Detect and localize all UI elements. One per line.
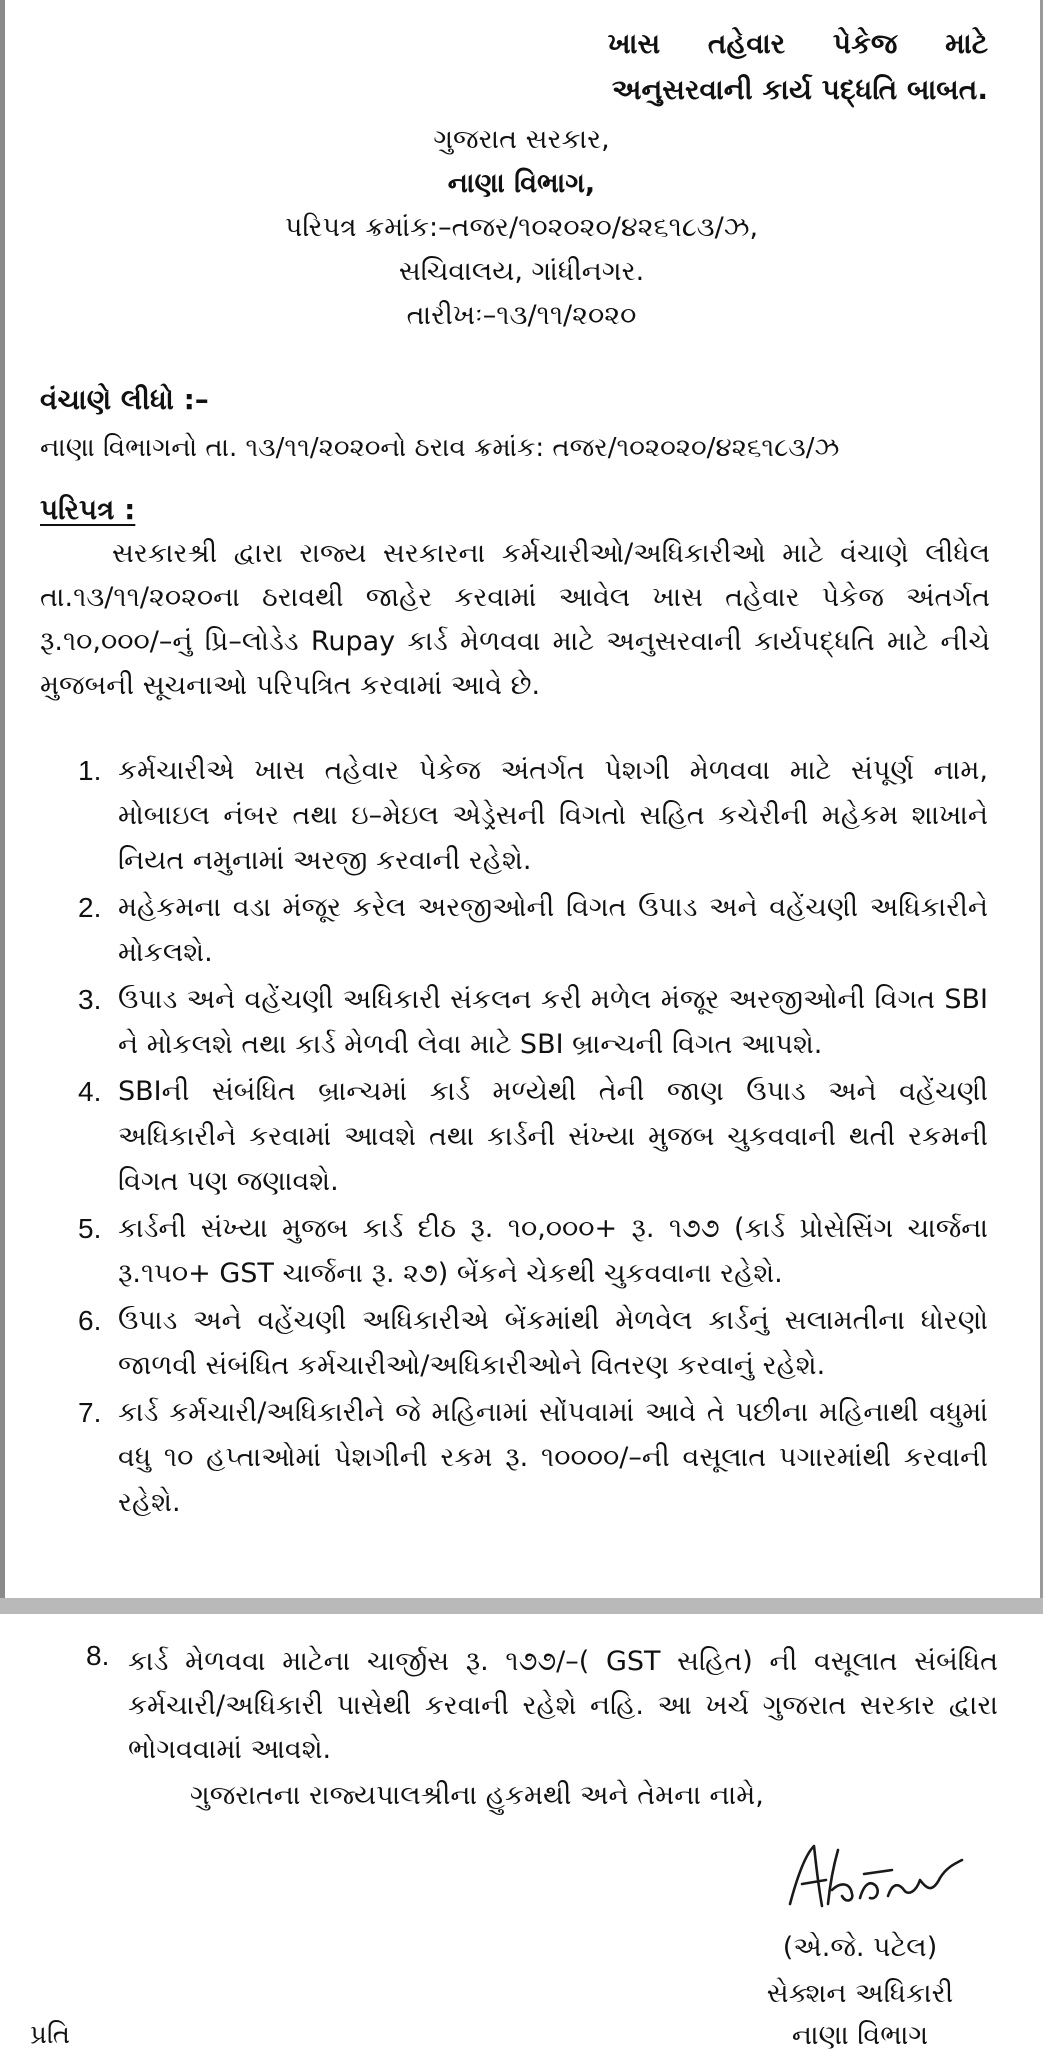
circular-page-2 <box>0 1614 1043 2051</box>
item-number: 2. <box>78 892 102 923</box>
government-name: ગુજરાત સરકાર, <box>433 124 610 155</box>
item-number: 7. <box>78 1397 102 1428</box>
governor-order-line: ગુજરાતના રાજ્યપાલશ્રીના હુકમથી અને તેમના નામે, <box>190 1780 764 1811</box>
item-number: 4. <box>78 1076 102 1107</box>
circular-heading: પરિપત્ર : <box>40 493 136 526</box>
circular-date: તારીખઃ–૧૩/૧૧/૨૦૨૦ <box>406 300 637 331</box>
recipient-heading-partial: પ્રતિ <box>30 2020 70 2050</box>
circular-intro-paragraph: સરકારશ્રી દ્વારા રાજ્ય સરકારના કર્મચારીઓ/અધિકારીઓ માટે વંચાણે લીધેલ તા.૧૩/૧૧/૨૦૨૦ના ઠરાવથી જાહેર કરવામાં આવેલ ખાસ તહેવાર પેકેજ અંતર્ગત રૂ.૧૦,૦૦૦/–નું પ્રિ–લોડેડ Rupay કાર્ડ મેળવવા માટે અનુસરવાની કાર્યપદ્ધતિ માટે નીચે મુજબની સૂચનાઓ પરિપત્રિત કરવામાં આવે છે. <box>40 538 990 701</box>
signatory-department: નાણા વિભાગ <box>791 2020 929 2051</box>
instructions-list <box>0 748 1043 1527</box>
item-text: ઉપાડ અને વહેંચણી અધિકારીએ બેંકમાંથી મેળવેલ કાર્ડનું સલામતીના ધોરણો જાળવી સંબંધિત કર્મચારીઓ/અધિકારીઓને વિતરણ કરવાનું રહેશે. <box>118 1305 988 1381</box>
page-gap <box>0 1598 1043 1614</box>
list-item <box>0 1206 1043 1296</box>
list-item <box>0 1298 1043 1388</box>
item-text: કાર્ડ કર્મચારી/અધિકારીને જે મહિનામાં સોંપવામાં આવે તે પછીના મહિનાથી વધુમાં વધુ ૧૦ હપ્તાઓમાં પેશગીની રકમ રૂ. ૧૦૦૦૦/–ની વસૂલાત પગારમાંથી કરવાની રહેશે. <box>118 1397 988 1518</box>
item-number: 6. <box>78 1305 102 1336</box>
list-item <box>0 977 1043 1067</box>
list-item <box>0 748 1043 883</box>
handwritten-signature <box>780 1834 970 1924</box>
item-number: 1. <box>78 755 102 786</box>
item-number: 8. <box>86 1640 110 1671</box>
item-text: ઉપાડ અને વહેંચણી અધિકારી સંકલન કરી મળેલ મંજૂર અરજીઓની વિગત SBI ને મોકલશે તથા કાર્ડ મેળવી લેવા માટે SBI બ્રાન્ચની વિગત આપશે. <box>118 984 988 1060</box>
item-text: કાર્ડની સંખ્યા મુજબ કાર્ડ દીઠ રૂ. ૧૦,૦૦૦+ રૂ. ૧૭૭ (કાર્ડ પ્રોસેસિંગ ચાર્જના રૂ.૧૫૦+ GST ચાર્જના રૂ. ૨૭) બેંકને ચેકથી ચુકવવાના રહેશે. <box>118 1213 988 1289</box>
list-item <box>0 1390 1043 1525</box>
list-item <box>0 885 1043 975</box>
signatory-name: (એ.જે. પટેલ) <box>782 1932 938 1963</box>
reference-heading: વંચાણે લીધો :– <box>40 383 209 416</box>
item-number: 3. <box>78 984 102 1015</box>
item-text: કર્મચારીએ ખાસ તહેવાર પેકેજ અંતર્ગત પેશગી મેળવવા માટે સંપૂર્ણ નામ, મોબાઇલ નંબર તથા ઇ–મેઇલ એડ્રેસની વિગતો સહિત કચેરીની મહેકમ શાખાને નિયત નમુનામાં અરજી કરવાની રહેશે. <box>118 755 988 876</box>
item-text: SBIની સંબંધિત બ્રાન્ચમાં કાર્ડ મળ્યેથી તેની જાણ ઉપાડ અને વહેંચણી અધિકારીને કરવામાં આવશે તથા કાર્ડની સંખ્યા મુજબ ચુકવવાની થતી રકમની વિગત પણ જણાવશે. <box>118 1076 988 1197</box>
reference-text: નાણા વિભાગનો તા. ૧૩/૧૧/૨૦૨૦નો ઠરાવ ક્રમાંક: તજર/૧૦૨૦૨૦/૪૨૬૧૮૩/ઝ <box>40 433 840 463</box>
item-number: 5. <box>78 1213 102 1244</box>
item-text: મહેકમના વડા મંજૂર કરેલ અરજીઓની વિગત ઉપાડ અને વહેંચણી અધિકારીને મોકલશે. <box>118 892 988 968</box>
office-address: સચિવાલય, ગાંધીનગર. <box>398 256 645 287</box>
department-name: નાણા વિભાગ, <box>447 168 596 199</box>
item-text: કાર્ડ મેળવવા માટેના ચાર્જીસ રૂ. ૧૭૭/–( GST સહિત) ની વસૂલાત સંબંધિત કર્મચારી/અધિકારી પાસેથી કરવાની રહેશે નહિ. આ ખર્ચ ગુજરાત સરકાર દ્વારા ભોગવવામાં આવશે. <box>128 1646 998 1765</box>
signatory-designation: સેક્શન અધિકારી <box>766 1978 954 2009</box>
subject-title-line-1: ખાસ તહેવાર પેકેજ માટે <box>607 27 988 60</box>
subject-title-line-2: અનુસરવાની કાર્ય પદ્ધતિ બાબત. <box>611 73 988 106</box>
circular-number: પરિપત્ર ક્રમાંક:–તજર/૧૦૨૦૨૦/૪૨૬૧૮૩/ઝ, <box>284 212 759 243</box>
list-item <box>0 1069 1043 1204</box>
